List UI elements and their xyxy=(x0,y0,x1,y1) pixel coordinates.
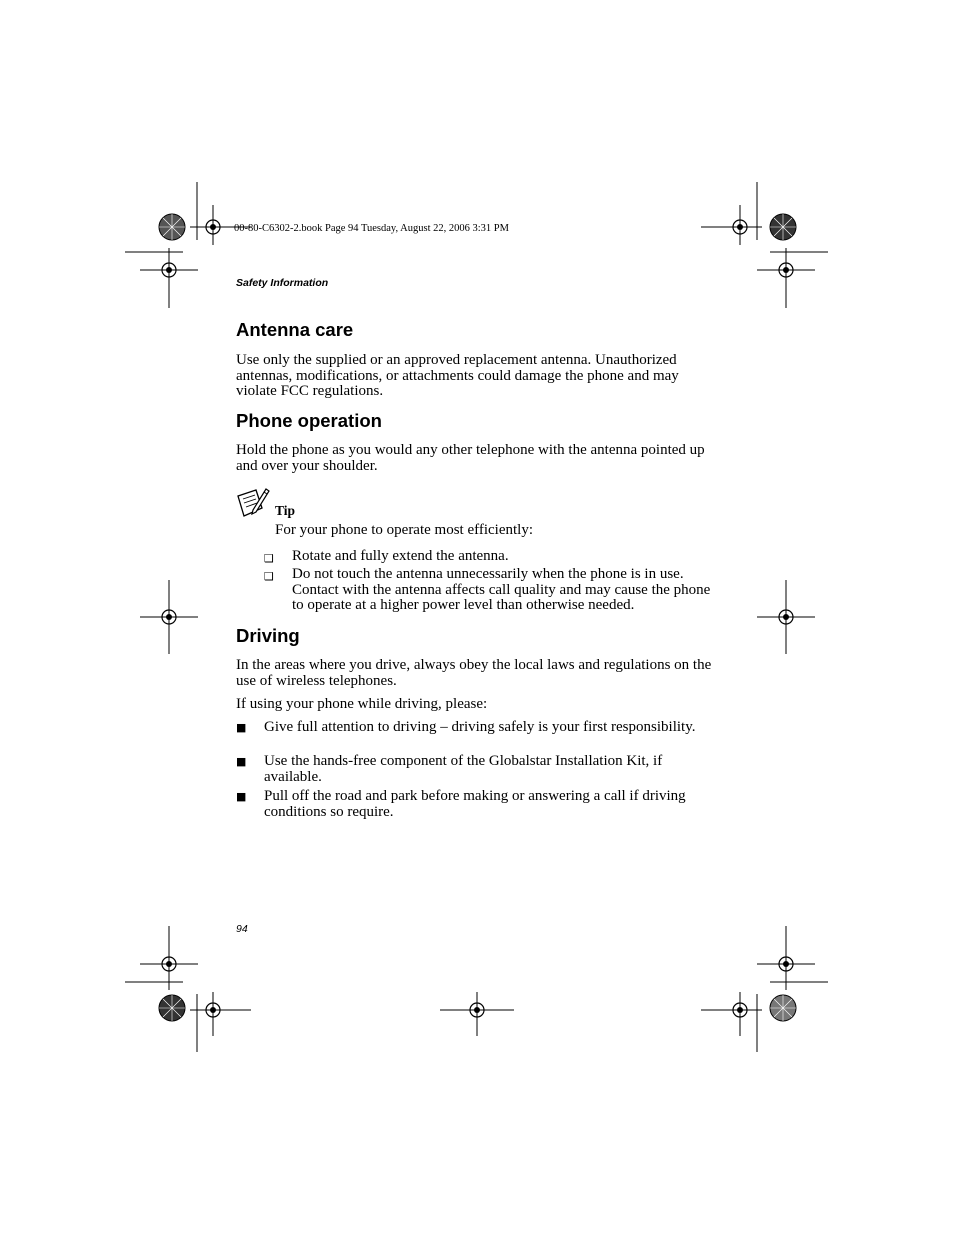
driving-item-text: Use the hands-free component of the Globalstar Installation Kit, if available. xyxy=(264,753,663,785)
running-head: Safety Information xyxy=(236,277,329,289)
phone-operation-text: Hold the phone as you would any other telephone with the antenna pointed up and over your shoulder. xyxy=(236,442,705,474)
tip-item xyxy=(264,549,724,565)
heading-phone-operation: Phone operation xyxy=(236,410,382,431)
tip-item xyxy=(264,567,724,614)
tip-item-text: Rotate and fully extend the antenna. xyxy=(292,548,509,564)
driving-item-text: Pull off the road and park before making or answering a call if driving conditions so require. xyxy=(264,788,686,820)
driving-item-text: Give full attention to driving – driving safely is your first responsibility. xyxy=(264,719,696,735)
note-pencil-icon xyxy=(236,486,270,520)
driving-item xyxy=(236,754,722,785)
checkbox-bullet-icon: ❑ xyxy=(264,570,274,583)
heading-antenna-care: Antenna care xyxy=(236,319,354,340)
driving-item xyxy=(236,789,722,820)
tip-label: Tip xyxy=(275,503,296,518)
driving-text: In the areas where you drive, always obey the local laws and regulations on the use of wireless telephones. xyxy=(236,657,712,689)
driving-intro: If using your phone while driving, please: xyxy=(236,696,488,712)
checkbox-bullet-icon: ❑ xyxy=(264,552,274,565)
tip-intro: For your phone to operate most efficiently: xyxy=(275,522,533,538)
heading-driving: Driving xyxy=(236,625,300,646)
square-bullet-icon: ■ xyxy=(236,721,247,734)
square-bullet-icon: ■ xyxy=(236,790,247,803)
page-number: 94 xyxy=(236,923,248,935)
square-bullet-icon: ■ xyxy=(236,755,247,768)
antenna-care-text: Use only the supplied or an approved replacement antenna. Unauthorized antennas, modifications, or attachments could damage the phone and may violate FCC regulations. xyxy=(236,352,679,400)
book-header: 00-80-C6302-2.book Page 94 Tuesday, August 22, 2006 3:31 PM xyxy=(234,223,509,234)
driving-item xyxy=(236,720,722,736)
tip-item-text: Do not touch the antenna unnecessarily when the phone is in use. Contact with the antenna affects call quality and may cause the phone to operate at a higher power level than otherwise needed. xyxy=(292,566,711,614)
